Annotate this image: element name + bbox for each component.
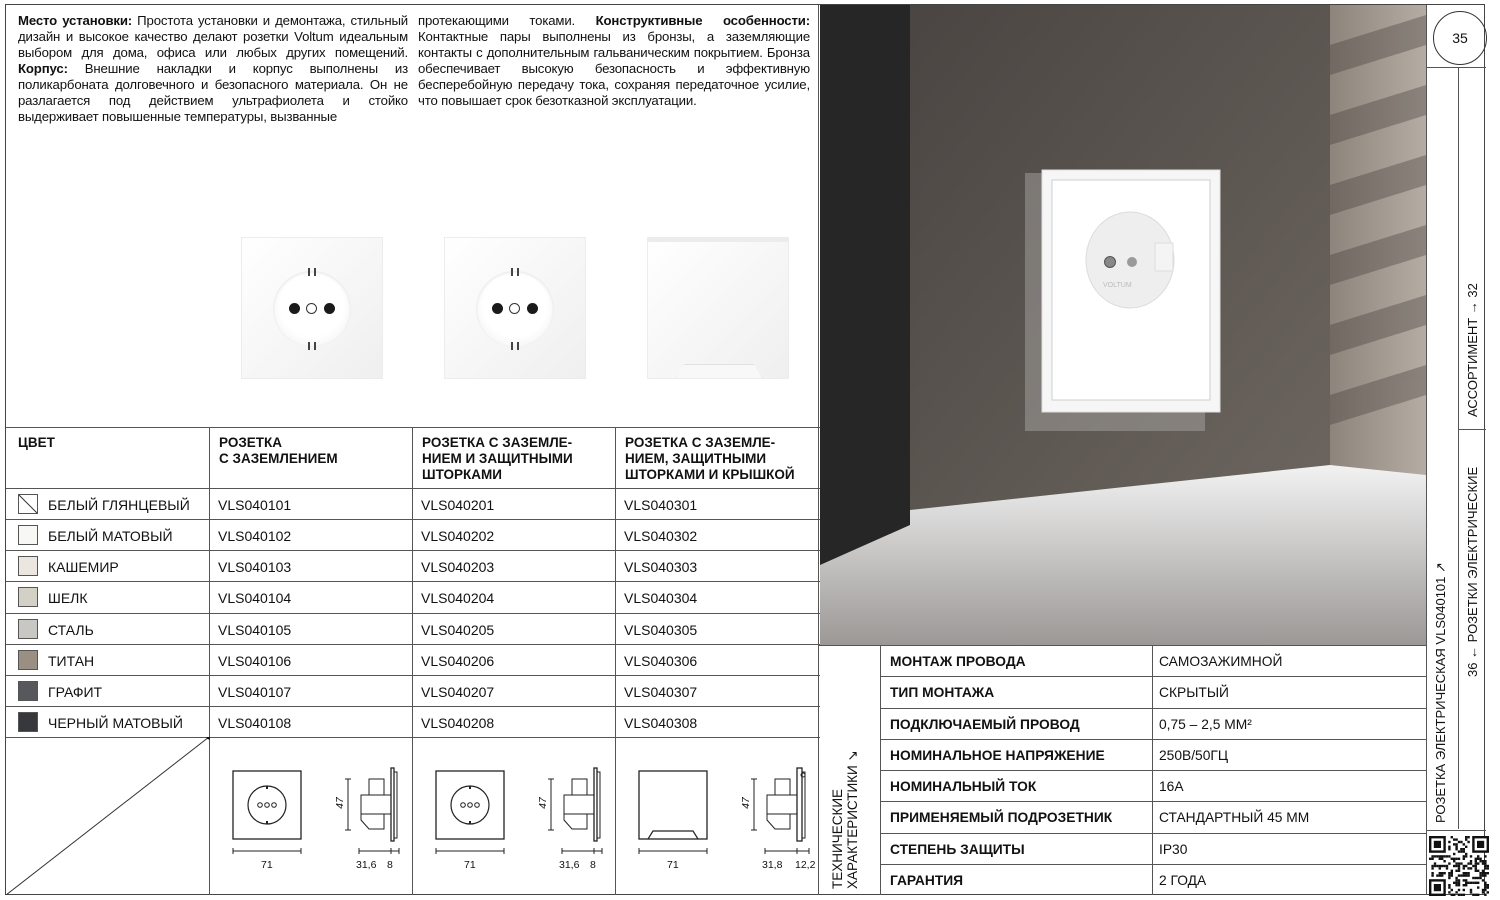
dim-frame: 8 bbox=[387, 859, 393, 871]
empty-diagonal-cell bbox=[6, 737, 210, 895]
technical-drawing bbox=[615, 737, 818, 895]
socket-cup bbox=[273, 271, 351, 347]
intro-text-column-2 bbox=[418, 13, 810, 109]
spec-label: ПРИМЕНЯЕМЫЙ ПОДРОЗЕТНИК bbox=[890, 810, 1113, 826]
dim-frame: 12,2 bbox=[795, 859, 816, 871]
page-number: 35 bbox=[1433, 11, 1487, 65]
article-socket-cover: VLS040308 bbox=[624, 715, 698, 731]
article-socket-earth: VLS040102 bbox=[218, 528, 292, 544]
dim-frame: 8 bbox=[590, 859, 596, 871]
color-name: ШЕЛК bbox=[48, 590, 88, 606]
header-color: ЦВЕТ bbox=[18, 435, 55, 450]
dim-height: 47 bbox=[333, 797, 346, 809]
technical-drawing bbox=[412, 737, 615, 895]
socket-cup bbox=[476, 271, 554, 347]
dim-depth: 31,8 bbox=[762, 859, 783, 871]
color-swatch bbox=[18, 650, 38, 670]
article-socket-cover: VLS040303 bbox=[624, 559, 698, 575]
glossy-diagonal-icon bbox=[19, 495, 37, 513]
assortment-link[interactable]: АССОРТИМЕНТ → 32 bbox=[1465, 283, 1480, 417]
product-title: РОЗЕТКА ЭЛЕКТРИЧЕСКАЯ VLS040101 ↗ bbox=[1433, 562, 1448, 823]
article-socket-shutters: VLS040204 bbox=[421, 590, 495, 606]
spec-label: НОМИНАЛЬНОЕ НАПРЯЖЕНИЕ bbox=[890, 747, 1105, 763]
catalog-page bbox=[5, 4, 1485, 895]
article-socket-shutters: VLS040202 bbox=[421, 528, 495, 544]
color-swatch bbox=[18, 587, 38, 607]
article-socket-shutters: VLS040203 bbox=[421, 559, 495, 575]
color-swatch bbox=[18, 681, 38, 701]
heading-housing: Корпус: bbox=[18, 61, 68, 76]
article-socket-earth: VLS040104 bbox=[218, 590, 292, 606]
spec-label: ТИП МОНТАЖА bbox=[890, 685, 995, 701]
article-socket-earth: VLS040107 bbox=[218, 684, 292, 700]
color-name: КАШЕМИР bbox=[48, 559, 119, 575]
text-housing: Внешние накладки и корпус выполнены из поликарбоната долговечного и безопасного материала. Он не разлагается под действием ультрафиолета и стойко выдерживает повышенные температуры, вызванные bbox=[18, 61, 408, 124]
drawing-lines bbox=[412, 737, 615, 895]
article-socket-cover: VLS040301 bbox=[624, 497, 698, 513]
spec-value: СКРЫТЫЙ bbox=[1159, 685, 1229, 701]
dim-width: 71 bbox=[261, 859, 273, 871]
color-name: БЕЛЫЙ МАТОВЫЙ bbox=[48, 528, 173, 544]
product-image-socket-cover bbox=[647, 237, 789, 379]
color-swatch bbox=[18, 525, 38, 545]
product-image-socket-earth bbox=[241, 237, 383, 379]
spec-value: СТАНДАРТНЫЙ 45 ММ bbox=[1159, 810, 1310, 826]
spec-label: ГАРАНТИЯ bbox=[890, 872, 964, 888]
article-socket-cover: VLS040304 bbox=[624, 590, 698, 606]
article-socket-earth: VLS040103 bbox=[218, 559, 292, 575]
spec-value: IP30 bbox=[1159, 841, 1188, 857]
cover-tab bbox=[676, 364, 762, 378]
photo-brand-mark: VOLTUM bbox=[1103, 282, 1132, 289]
article-socket-cover: VLS040306 bbox=[624, 653, 698, 669]
article-socket-cover: VLS040307 bbox=[624, 684, 698, 700]
specs-section-label: ТЕХНИЧЕСКИЕ ХАРАКТЕРИСТИКИ ↘ bbox=[830, 750, 860, 889]
header-socket-shutters-cover: РОЗЕТКА С ЗАЗЕМЛЕ- НИЕМ, ЗАЩИТНЫМИ ШТОРКАМИ И КРЫШКОЙ bbox=[625, 435, 795, 482]
header-socket-shutters: РОЗЕТКА С ЗАЗЕМЛЕ- НИЕМ И ЗАЩИТНЫМИ ШТОРКАМИ bbox=[422, 435, 573, 482]
color-name: ЧЕРНЫЙ МАТОВЫЙ bbox=[48, 715, 183, 731]
spec-value: 0,75 – 2,5 ММ² bbox=[1159, 716, 1252, 732]
spec-label: НОМИНАЛЬНЫЙ ТОК bbox=[890, 779, 1037, 794]
spec-value: 250В/50ГЦ bbox=[1159, 747, 1229, 763]
color-swatch bbox=[18, 556, 38, 576]
spec-value: 16А bbox=[1159, 779, 1184, 794]
text-continued: протекающими токами. bbox=[418, 13, 596, 28]
spec-value: САМОЗАЖИМНОЙ bbox=[1159, 654, 1283, 669]
header-socket-earth: РОЗЕТКА С ЗАЗЕМЛЕНИЕМ bbox=[219, 435, 338, 466]
dim-width: 71 bbox=[667, 859, 679, 871]
article-socket-cover: VLS040302 bbox=[624, 528, 698, 544]
product-image-socket-shutters bbox=[444, 237, 586, 379]
spec-label: МОНТАЖ ПРОВОДА bbox=[890, 654, 1026, 669]
color-name: ТИТАН bbox=[48, 653, 95, 669]
spec-label: СТЕПЕНЬ ЗАЩИТЫ bbox=[890, 841, 1025, 857]
lifestyle-photo bbox=[820, 5, 1426, 645]
dim-height: 47 bbox=[536, 797, 549, 809]
article-socket-shutters: VLS040205 bbox=[421, 622, 495, 638]
spec-value: 2 ГОДА bbox=[1159, 872, 1207, 888]
article-socket-earth: VLS040108 bbox=[218, 715, 292, 731]
article-socket-cover: VLS040305 bbox=[624, 622, 698, 638]
article-socket-earth: VLS040101 bbox=[218, 497, 292, 513]
article-socket-shutters: VLS040208 bbox=[421, 715, 495, 731]
dim-depth: 31,6 bbox=[356, 859, 377, 871]
qr-code[interactable] bbox=[1429, 835, 1489, 897]
heading-installation: Место установки: bbox=[18, 13, 133, 28]
dim-width: 71 bbox=[464, 859, 476, 871]
spec-label: ПОДКЛЮЧАЕМЫЙ ПРОВОД bbox=[890, 716, 1080, 732]
table-top-border bbox=[6, 427, 820, 428]
dim-depth: 31,6 bbox=[559, 859, 580, 871]
article-socket-shutters: VLS040201 bbox=[421, 497, 495, 513]
dim-height: 47 bbox=[739, 797, 752, 809]
heading-design-features: Конструктивные особенности: bbox=[595, 13, 811, 28]
article-socket-shutters: VLS040206 bbox=[421, 653, 495, 669]
article-socket-shutters: VLS040207 bbox=[421, 684, 495, 700]
color-name: ГРАФИТ bbox=[48, 684, 103, 700]
intro-text-column-1 bbox=[18, 13, 408, 125]
photo-scene bbox=[820, 5, 1426, 645]
section-link[interactable]: 36 ← РОЗЕТКИ ЭЛЕКТРИЧЕСКИЕ bbox=[1465, 466, 1480, 677]
color-swatch bbox=[18, 712, 38, 732]
text-design-features: Контактные пары выполнены из бронзы, а заземляющие контакты с дополнительным гальваническим покрытием. Бронза обеспечивает высокую безопасность и эффективную бесперебойную передачу тока, сохраняя передаточное усилие, что повышает срок безотказной эксплуатации. bbox=[418, 29, 810, 108]
drawing-lines bbox=[615, 737, 818, 895]
text-installation: Простота установки и демонтажа, стильный дизайн и высокое качество делают розетки Voltum идеальным выбором для дома, офиса или любых других помещений. bbox=[18, 13, 408, 60]
color-name: БЕЛЫЙ ГЛЯНЦЕВЫЙ bbox=[48, 497, 190, 513]
color-swatch bbox=[18, 494, 38, 514]
article-socket-earth: VLS040105 bbox=[218, 622, 292, 638]
color-swatch bbox=[18, 619, 38, 639]
drawing-lines bbox=[209, 737, 412, 895]
technical-drawing bbox=[209, 737, 412, 895]
color-name: СТАЛЬ bbox=[48, 622, 94, 638]
article-socket-earth: VLS040106 bbox=[218, 653, 292, 669]
